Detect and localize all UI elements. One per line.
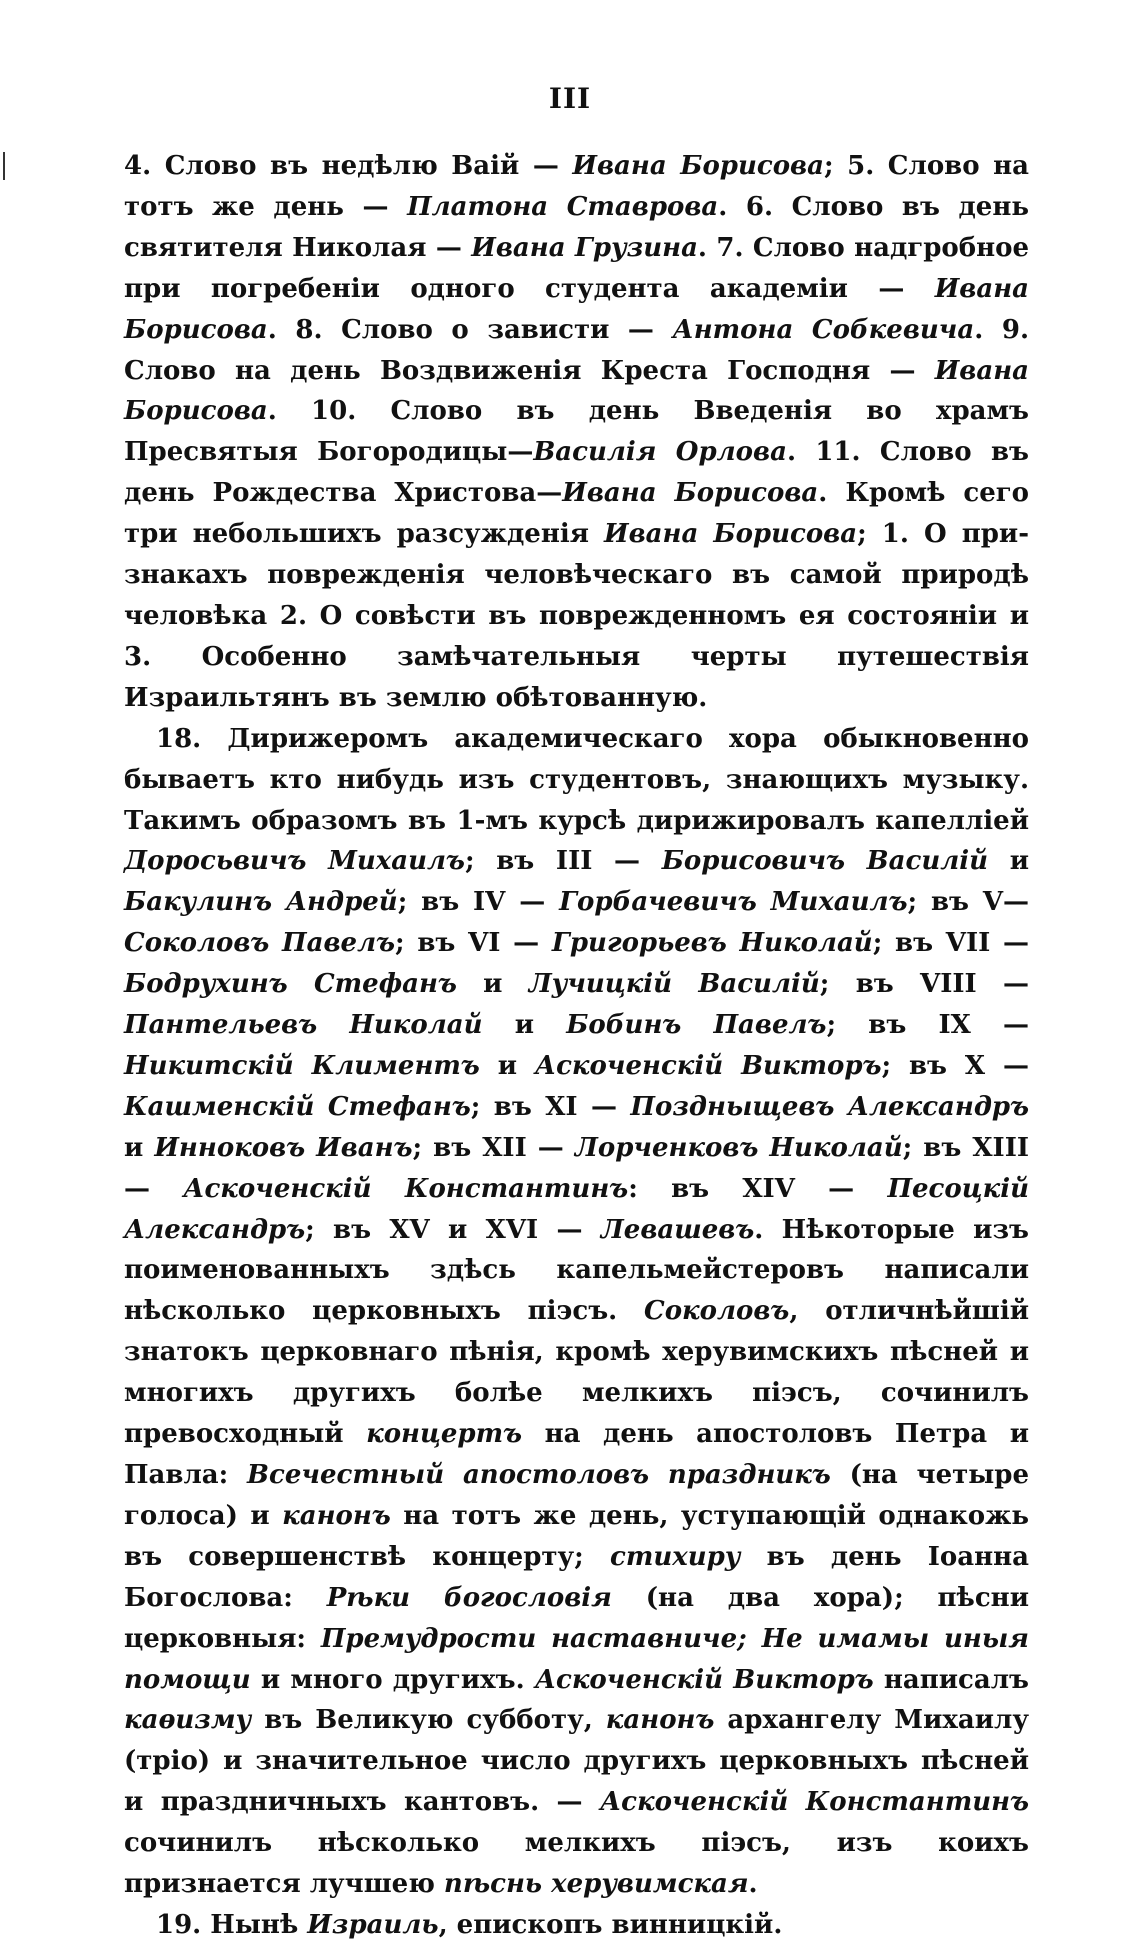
text-run: ; 1. О признакахъ поврежденія человѣческаго въ самой природѣ человѣка 2. О совѣсти въ поврежденномъ ея состояніи и 3. Особенно замѣчательныя черты путешествія Израильтянъ въ землю обѣтованную.	[124, 519, 1029, 713]
italic-run: Израиль	[307, 1909, 439, 1940]
text-run: и много другихъ.	[250, 1664, 535, 1695]
italic-run: Борисовичъ Василій	[661, 846, 989, 877]
text-run: въ день Іоанна Богослова:	[124, 1541, 1029, 1613]
italic-run: Ивана Борисова	[124, 273, 1029, 345]
text-run: ; въ XV и XVI —	[305, 1214, 601, 1245]
text-run: ; въ VIII —	[819, 969, 1030, 1000]
italic-run: Аскоченскій Константинъ	[183, 1173, 629, 1204]
text-run: ; въ IV —	[397, 887, 560, 918]
text-run: .	[748, 1869, 758, 1900]
italic-run: Левашевъ	[600, 1214, 755, 1245]
text-run: . 8. Слово о зависти —	[267, 314, 673, 345]
text-run: ; въ XII —	[412, 1132, 575, 1163]
italic-run: каѳизму	[124, 1705, 252, 1736]
text-run: архангелу Михаилу (тріо) и значительное число другихъ церковныхъ пѣсней и праздничныхъ кантовъ. —	[124, 1705, 1029, 1818]
page-number: III	[548, 82, 592, 115]
italic-run: канонъ	[282, 1500, 391, 1531]
text-run: ; 5. Слово на тотъ же день —	[124, 151, 1030, 222]
text-run: въ Великую субботу,	[251, 1705, 606, 1736]
text-run: и	[124, 1132, 155, 1163]
italic-run: канонъ	[605, 1705, 715, 1736]
paragraph-sermons-list	[124, 146, 1029, 719]
italic-run: Горбачевичъ Михаилъ	[559, 887, 908, 918]
text-run: ; въ X —	[881, 1050, 1029, 1081]
italic-run: Ивана Борисова	[124, 355, 1029, 427]
italic-run: Аскоченскій Викторъ	[534, 1050, 882, 1081]
text-run: ; въ XIII —	[124, 1132, 1030, 1204]
italic-run: Доросьвичъ Михаилъ	[124, 846, 465, 877]
text-run: ; въ VI —	[395, 928, 552, 959]
italic-run: Кашменскій Стефанъ	[124, 1091, 471, 1122]
italic-run: Лучицкій Василій	[528, 969, 820, 1000]
text-run: на день апостоловъ Петра и Павла:	[124, 1419, 1029, 1490]
paragraph-note-19	[124, 1905, 1029, 1946]
text-run: и	[479, 1050, 535, 1081]
text-run: . 9. Слово на день Воздвиженія Креста Господня —	[124, 314, 1029, 386]
italic-run: Бодрухинъ Стефанъ	[124, 969, 457, 1000]
italic-run: Премудрости наставниче; Не имамы иныя помощи	[124, 1623, 1029, 1695]
text-run: 18. Дирижеромъ академическаго хора обыкновенно бываетъ кто нибудь изъ студентовъ, знающихъ музыку. Такимъ образомъ въ 1-мъ курсѣ дирижировалъ капелліей	[124, 723, 1029, 836]
left-margin-mark	[3, 152, 5, 180]
text-run: ; въ VII —	[872, 928, 1030, 959]
italic-run: Ивана Борисова	[572, 151, 824, 181]
italic-run: Пантельевъ Николай	[124, 1010, 483, 1041]
paragraph-note-18-choir-conductors	[124, 719, 1029, 1905]
text-run: . Кромѣ сего три небольшихъ разсужденія	[124, 478, 1030, 550]
italic-run: Всечестный апостоловъ праздникъ	[247, 1460, 831, 1490]
text-run: 19. Нынѣ	[156, 1909, 308, 1940]
italic-run: Песоцкій Александръ	[124, 1173, 1029, 1245]
text-run: . Нѣкоторые изъ поименованныхъ здѣсь капельмейстеровъ написали нѣсколько церковныхъ піэсъ.	[124, 1214, 1029, 1327]
text-run: 4. Слово въ недѣлю Ваій —	[124, 151, 573, 181]
italic-run: Бакулинъ Андрей	[124, 887, 398, 918]
italic-run: Платона Ставрова	[407, 191, 719, 222]
text-run: на тотъ же день, уступающій однакожь въ совершенствѣ концерту;	[124, 1500, 1029, 1572]
text-run: (на четыре голоса) и	[124, 1460, 1030, 1531]
italic-run: Инноковъ Иванъ	[154, 1132, 413, 1163]
italic-run: Никитскій Климентъ	[124, 1050, 480, 1081]
text-run: . 10. Слово въ день Введенія во храмъ Пресвятыя Богородицы—	[124, 396, 1029, 468]
text-run: . 6. Слово въ день святителя Николая —	[124, 191, 1030, 263]
italic-run: Соколовъ Павелъ	[124, 928, 396, 959]
text-run: сочинилъ нѣсколько мелкихъ піэсъ, изъ коихъ признается лучшею	[124, 1828, 1029, 1900]
italic-run: Ивана Грузина	[471, 232, 698, 263]
text-run: и	[482, 1010, 567, 1041]
italic-run: пѣснь херувимская	[443, 1869, 749, 1900]
italic-run: Аскоченскій Викторъ	[534, 1664, 874, 1695]
italic-run: Ивана Борисова	[562, 478, 819, 509]
italic-run: Бобинъ Павелъ	[566, 1010, 827, 1041]
italic-run: Поздныщевъ Александръ	[630, 1091, 1029, 1122]
text-run: ; въ III —	[464, 846, 662, 877]
italic-run: концертъ	[366, 1419, 523, 1450]
italic-run: Антона Собкевича	[672, 314, 975, 345]
text-run: написалъ	[873, 1664, 1029, 1695]
text-run: ; въ V—	[907, 887, 1029, 918]
italic-run: Василія Орлова	[533, 437, 787, 468]
italic-run: Соколовъ	[644, 1296, 790, 1327]
text-run: и	[988, 846, 1029, 877]
italic-run: Ивана Борисова	[604, 519, 858, 550]
text-run: . 11. Слово въ день Рождества Христова—	[124, 437, 1029, 509]
italic-run: Рѣки богословія	[326, 1582, 612, 1613]
text-run: : въ XIV —	[628, 1173, 888, 1204]
text-run: ; въ IX —	[826, 1010, 1030, 1041]
text-run: (на два хора); пѣсни церковныя:	[124, 1582, 1029, 1654]
italic-run: Лорченковъ Николай	[574, 1132, 903, 1163]
page-text	[124, 146, 1029, 1946]
text-run: , епископъ винницкій.	[438, 1909, 783, 1940]
text-run: и	[456, 969, 529, 1000]
text-run: . 7. Слово надгробное при погребеніи одного студента академіи —	[124, 232, 1029, 304]
italic-run: стихиру	[610, 1541, 741, 1572]
text-run: ; въ XI —	[470, 1091, 631, 1122]
italic-run: Григорьевъ Николай	[551, 928, 873, 959]
text-run: , отличнѣйшій знатокъ церковнаго пѣнія, кромѣ херувимскихъ пѣсней и многихъ другихъ болѣе мелкихъ піэсъ, сочинилъ превосходный	[124, 1296, 1030, 1450]
italic-run: Аскоченскій Константинъ	[599, 1787, 1029, 1818]
